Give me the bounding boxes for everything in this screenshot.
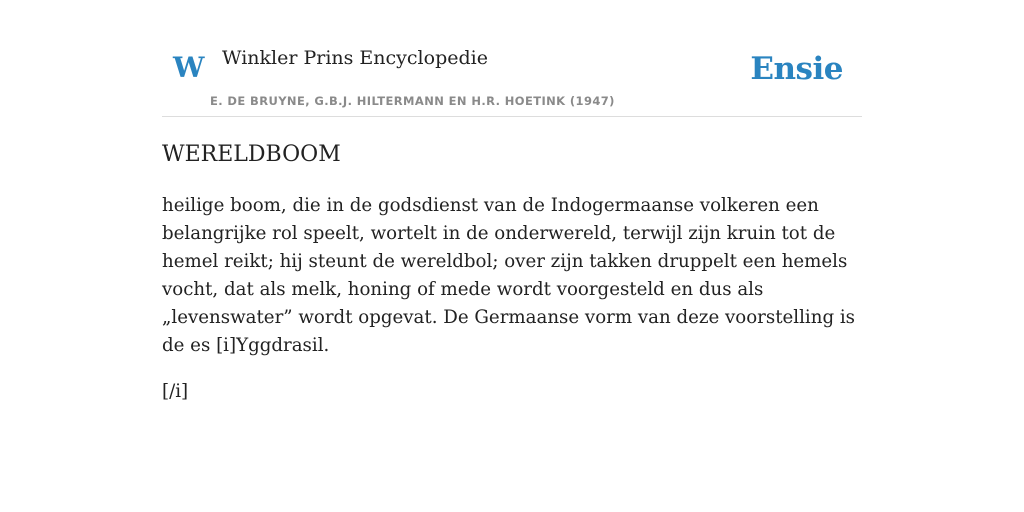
entry-body: heilige boom, die in de godsdienst van de Indogermaanse volkeren een belangrijke rol speelt, wortelt in de onderwereld, terwijl zijn kruin tot de hemel reikt; hij steunt de wereldbol; over zijn takken druppelt een hemels vocht, dat als melk, honing of mede wordt voorgesteld en dus als „levenswater” wordt opgevat. De Germaanse vorm van deze voorstelling is de es [i]Yggdrasil. xyxy=(162,195,856,356)
ensie-logo-link[interactable]: Ensie xyxy=(750,51,843,87)
entry-title: WERELDBOOM xyxy=(162,142,341,167)
publication-title[interactable]: Winkler Prins Encyclopedie xyxy=(222,47,488,69)
publication-authors: E. DE BRUYNE, G.B.J. HILTERMANN EN H.R. HOETINK (1947) xyxy=(210,94,615,108)
publication-header xyxy=(162,0,862,117)
entry-tail-text: [/i] xyxy=(162,381,189,402)
entry-content xyxy=(162,136,862,406)
publication-logo[interactable]: W xyxy=(173,51,205,84)
